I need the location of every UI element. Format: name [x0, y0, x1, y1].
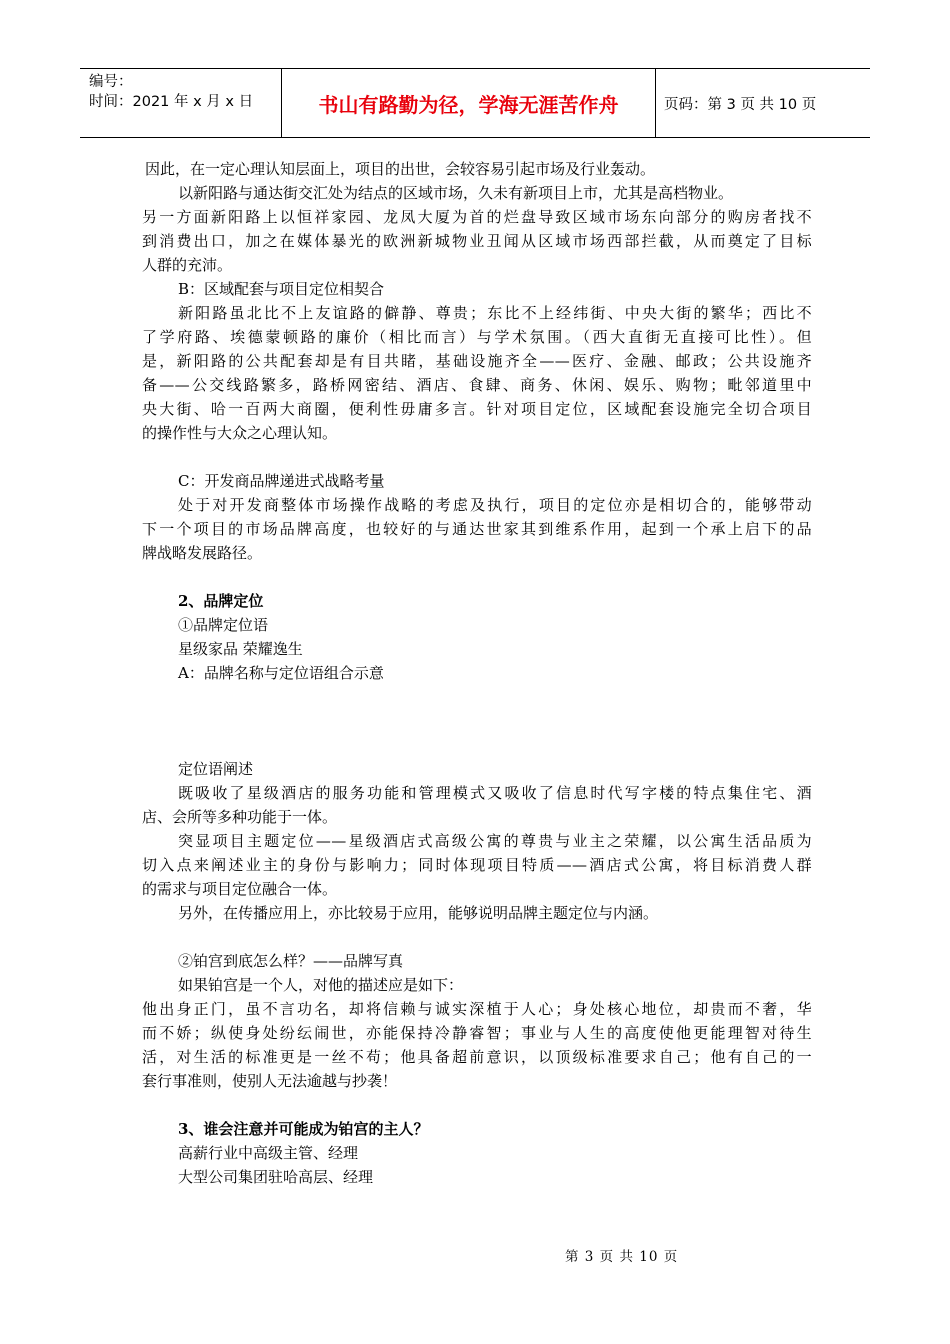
header-motto: 书山有路勤为径，学海无涯苦作舟 [282, 69, 656, 137]
paragraph-line: 下一个项目的市场品牌高度，也较好的与通达世家其到维系作用，起到一个承上启下的品 [142, 520, 812, 538]
paragraph-line: 另一方面新阳路上以恒祥家园、龙凤大厦为首的烂盘导致区域市场东向部分的购房者找不 [142, 208, 812, 226]
document-number-label: 编号： [89, 74, 133, 90]
paragraph-line: 突显项目主题定位——星级酒店式高级公寓的尊贵与业主之荣耀，以公寓生活品质为 [178, 832, 812, 850]
section-heading-3: 3、谁会注意并可能成为铂宫的主人？ [178, 1120, 429, 1138]
paragraph-line: 店、会所等多种功能于一体。 [142, 808, 338, 826]
paragraph-line: 处于对开发商整体市场操作战略的考虑及执行，项目的定位亦是相切合的，能够带动 [178, 496, 812, 514]
paragraph-line: 既吸收了星级酒店的服务功能和管理模式又吸收了信息时代写字楼的特点集住宅、酒 [178, 784, 812, 802]
subsection-heading: 定位语阐述 [178, 760, 254, 778]
subsection-heading: ①品牌定位语 [178, 616, 269, 634]
section-heading-c: C：开发商品牌递进式战略考量 [178, 472, 385, 490]
page-header [80, 68, 870, 138]
brand-slogan: 星级家品 荣耀逸生 [178, 640, 303, 658]
header-meta [80, 69, 282, 137]
list-item: 大型公司集团驻哈高层、经理 [178, 1168, 374, 1186]
paragraph-line: 以新阳路与通达街交汇处为结点的区域市场，久未有新项目上市，尤其是高档物业。 [178, 184, 734, 202]
paragraph-line: 如果铂宫是一个人，对他的描述应是如下： [178, 976, 464, 994]
paragraph-line: 他出身正门，虽不言功名，却将信赖与诚实深植于人心；身处核心地位，却贵而不奢，华 [142, 1000, 812, 1018]
section-heading-b: B：区域配套与项目定位相契合 [178, 280, 385, 298]
subsection-heading: ②铂宫到底怎么样？——品牌写真 [178, 952, 404, 970]
paragraph-line: 备——公交线路繁多，路桥网密结、酒店、食肆、商务、休闲、娱乐、购物；毗邻道里中 [142, 376, 812, 394]
paragraph-line: 因此，在一定心理认知层面上，项目的出世，会较容易引起市场及行业轰动。 [145, 160, 656, 178]
paragraph-line: 活，对生活的标准更是一丝不苟；他具备超前意识，以顶级标准要求自己；他有自己的一 [142, 1048, 812, 1066]
paragraph-line: 新阳路虽北比不上友谊路的僻静、尊贵；东比不上经纬街、中央大街的繁华；西比不 [178, 304, 812, 322]
paragraph-line: 是，新阳路的公共配套却是有目共睹，基础设施齐全——医疗、金融、邮政；公共设施齐 [142, 352, 812, 370]
subsection-heading: A：品牌名称与定位语组合示意 [178, 664, 384, 682]
document-body [142, 157, 812, 1189]
paragraph-line: 了学府路、埃德蒙顿路的廉价（相比而言）与学术氛围。（西大直街无直接可比性）。但 [142, 328, 812, 346]
paragraph-line: 而不娇；纵使身处纷纭闹世，亦能保持冷静睿智；事业与人生的高度使他更能理智对待生 [142, 1024, 812, 1042]
list-item: 高薪行业中高级主管、经理 [178, 1144, 359, 1162]
page-footer: 第 3 页 共 10 页 [565, 1249, 679, 1265]
paragraph-line: 另外，在传播应用上，亦比较易于应用，能够说明品牌主题定位与内涵。 [178, 904, 659, 922]
paragraph-line: 到消费出口，加之在媒体暴光的欧洲新城物业丑闻从区域市场西部拦截，从而奠定了目标 [142, 232, 812, 250]
paragraph-line: 套行事准则，使别人无法逾越与抄袭！ [142, 1072, 398, 1090]
paragraph-line: 央大街、哈一百两大商圈，便利性毋庸多言。针对项目定位，区域配套设施完全切合项目 [142, 400, 812, 418]
document-date-label: 时间：2021 年 x 月 x 日 [89, 94, 254, 110]
paragraph-line: 的操作性与大众之心理认知。 [142, 424, 338, 442]
section-heading-2: 2、品牌定位 [178, 592, 264, 610]
paragraph-line: 的需求与项目定位融合一体。 [142, 880, 338, 898]
paragraph-line: 人群的充沛。 [142, 256, 233, 274]
paragraph-line: 切入点来阐述业主的身份与影响力；同时体现项目特质——酒店式公寓，将目标消费人群 [142, 856, 812, 874]
header-page-number: 页码：第 3 页 共 10 页 [664, 96, 817, 113]
paragraph-line: 牌战略发展路径。 [142, 544, 263, 562]
